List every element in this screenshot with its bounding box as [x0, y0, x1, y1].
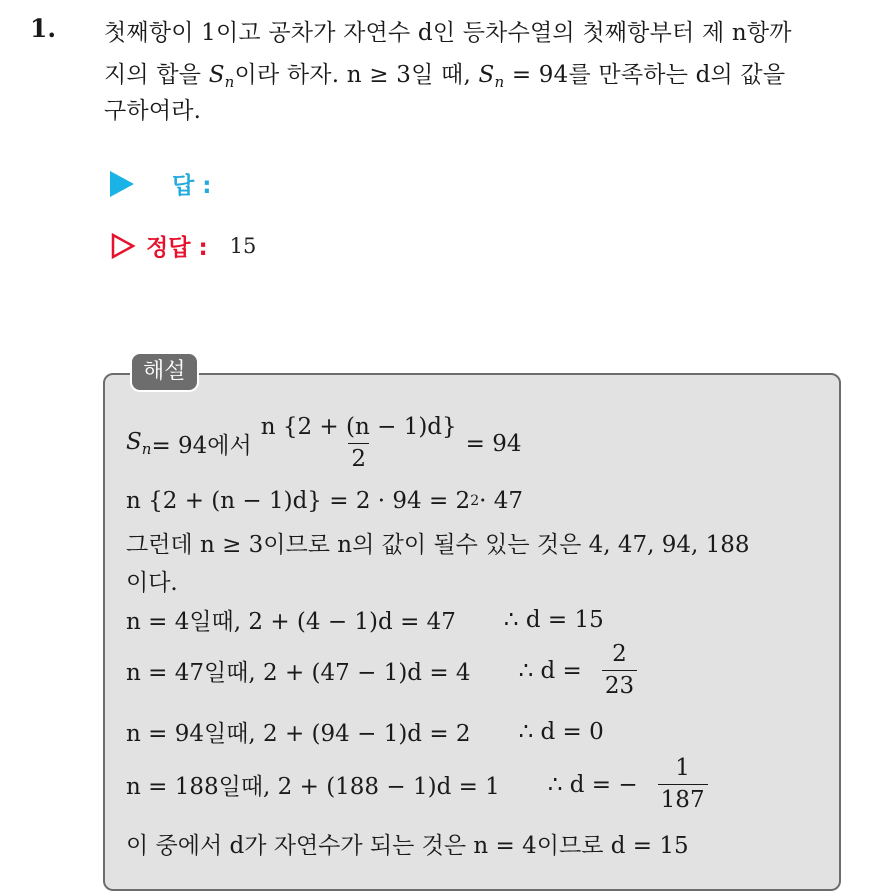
fraction: $\frac{1}{187}$	[658, 757, 708, 812]
answer-label: 답 :	[172, 173, 212, 199]
case-n-188: n = 188일때, 2 + (188 − 1)d = 1 ∴ d = − $\frac{1}{187}$	[126, 757, 714, 812]
question-line-1: 첫째항이 1이고 공차가 자연수 d인 등차수열의 첫째항부터 제 n항까	[104, 20, 792, 46]
case-n-4: n = 4일때, 2 + (4 − 1)d = 47 ∴ d = 15	[126, 606, 604, 635]
correct-answer-value: 15	[229, 233, 257, 258]
case-n-47: n = 47일때, 2 + (47 − 1)d = 4 ∴ d = $\frac{2}{23}$	[126, 643, 643, 698]
answer-row	[110, 167, 211, 200]
case-n-94: n = 94일때, 2 + (94 − 1)d = 2 ∴ d = 0	[126, 718, 604, 747]
solution-line-2: n {2 + (n − 1)d} = 2 · 94 = 2 2 · 47	[126, 488, 523, 514]
solution-tag: 해설	[130, 352, 199, 392]
solution-line-3: 그런데 n ≥ 3이므로 n의 값이 될수 있는 것은 4, 47, 94, 188	[126, 532, 750, 558]
question-line-3: 구하여라.	[104, 98, 202, 124]
correct-answer-row	[110, 229, 256, 262]
correct-answer-label: 정답 :	[146, 235, 208, 261]
solution-conclusion: 이 중에서 d가 자연수가 되는 것은 n = 4이므로 d = 15	[126, 833, 689, 859]
solution-line-4: 이다.	[126, 570, 178, 596]
fraction: $\frac{2}{23}$	[602, 643, 637, 698]
solution-line-1: $S_n$ = 94에서 $\frac{n \{2 + (n - 1)d\}}{2}$ = 94	[126, 414, 522, 472]
question-line-2: 지의 합을 $S_n$이라 하자. n ≥ 3일 때, $S_n = 94$를 만족하는 d의 값을	[104, 62, 786, 91]
play-icon	[110, 171, 134, 197]
fraction: $\frac{n \{2 + (n - 1)d\}}{2}$	[260, 414, 457, 472]
hollow-triangle-icon	[110, 233, 136, 259]
question-number: 1.	[30, 14, 57, 43]
